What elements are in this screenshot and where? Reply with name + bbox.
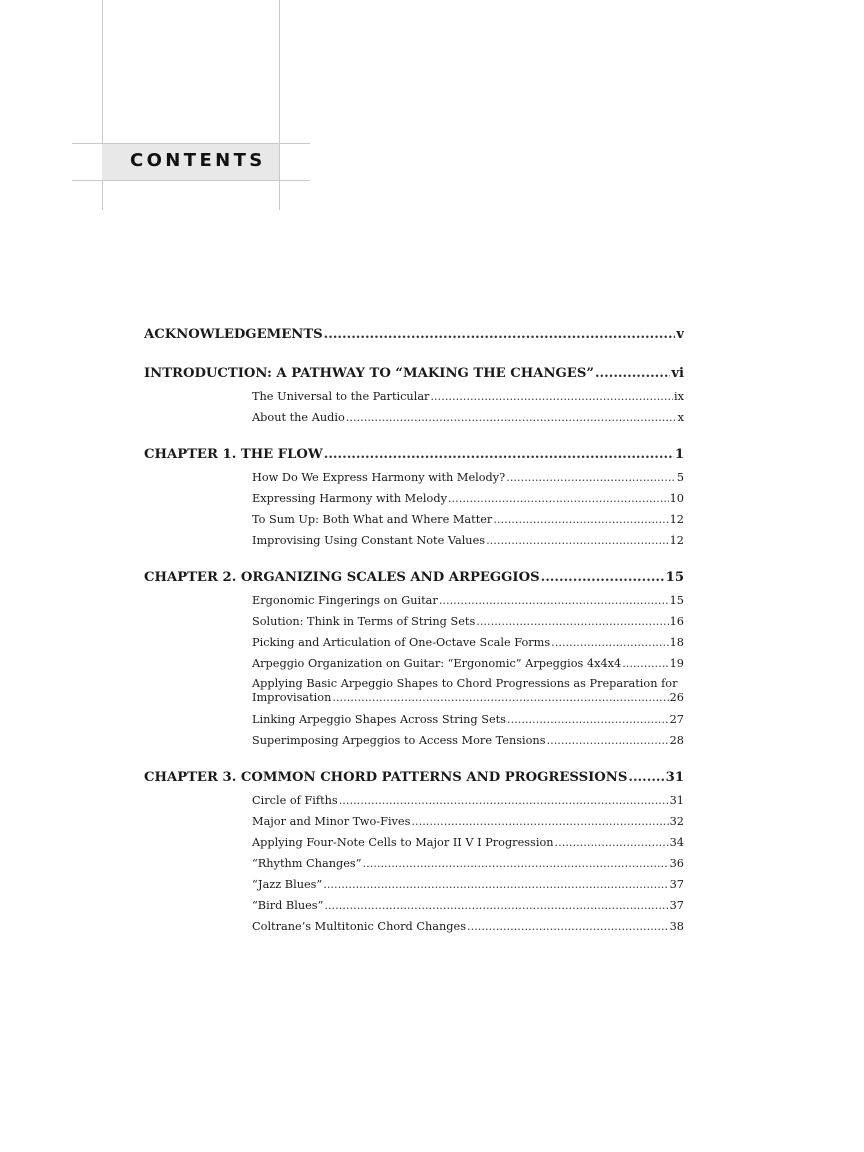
toc-subentry-page: 32: [669, 815, 684, 828]
dot-leader: [430, 386, 673, 407]
toc-subentry-title: Expressing Harmony with Melody: [252, 492, 447, 505]
toc-subentry-title: Picking and Articulation of One-Octave Scale Forms: [252, 636, 551, 649]
toc-subentry-title: To Sum Up: Both What and Where Matter: [252, 513, 493, 526]
toc-section: [144, 443, 684, 551]
dot-leader: [439, 590, 669, 611]
dot-leader: [541, 566, 665, 590]
toc-subentry-page: 31: [669, 794, 684, 807]
dot-leader: [506, 467, 676, 488]
dot-leader: [467, 916, 669, 937]
toc-subentry-page: 16: [669, 615, 684, 628]
toc-subentry[interactable]: [252, 853, 684, 874]
toc-chapter-entry[interactable]: [144, 443, 684, 467]
toc-subentry-page: 18: [669, 636, 684, 649]
toc-chapter-page: vi: [671, 366, 684, 381]
toc-subentry[interactable]: [252, 611, 684, 632]
dot-leader: [622, 653, 668, 674]
dot-leader: [346, 407, 677, 428]
toc-subentry[interactable]: [252, 653, 684, 674]
toc-chapter-page: 31: [665, 770, 684, 785]
dot-leader: [411, 811, 668, 832]
toc-subentry[interactable]: [252, 488, 684, 509]
toc-chapter-page: 15: [665, 570, 684, 585]
toc-section: [144, 362, 684, 428]
toc-subentry-page: x: [677, 411, 684, 424]
toc-subentry-page: 38: [669, 920, 684, 933]
toc-subentry-title: Linking Arpeggio Shapes Across String Sets: [252, 713, 506, 726]
dot-leader: [595, 362, 670, 386]
toc-subentry-page: 27: [669, 713, 684, 726]
toc-subentry-title: Coltrane’s Multitonic Chord Changes: [252, 920, 467, 933]
toc-subentry-page: 26: [669, 691, 684, 704]
dot-leader: [476, 611, 668, 632]
frame-line-right: [279, 0, 280, 210]
toc-chapter-entry[interactable]: [144, 766, 684, 790]
toc-subentry-title: Improvising Using Constant Note Values: [252, 534, 486, 547]
toc-subentry-page: 12: [669, 513, 684, 526]
toc-subentry-page: 5: [676, 471, 684, 484]
page-title: CONTENTS: [130, 150, 266, 171]
dot-leader: [339, 790, 669, 811]
toc-chapter-title: CHAPTER 2. ORGANIZING SCALES AND ARPEGGIOS: [144, 570, 540, 585]
toc-subentry-title: Superimposing Arpeggios to Access More Tensions: [252, 734, 546, 747]
toc-subentry[interactable]: [252, 874, 684, 895]
toc-subentry-title: Applying Four-Note Cells to Major II V I Progression: [252, 836, 554, 849]
toc-subentry[interactable]: [252, 811, 684, 832]
toc-subentry-title-line1: Applying Basic Arpeggio Shapes to Chord Progressions as Preparation for: [252, 677, 678, 690]
toc-chapter-title: INTRODUCTION: A PATHWAY TO “MAKING THE CHANGES”: [144, 366, 594, 381]
dot-leader: [332, 691, 668, 705]
dot-leader: [486, 530, 669, 551]
toc-subentry-title: Improvisation: [252, 691, 332, 704]
dot-leader: [323, 874, 668, 895]
toc-subentry[interactable]: [252, 674, 684, 709]
toc-chapter-title: CHAPTER 3. COMMON CHORD PATTERNS AND PROGRESSIONS: [144, 770, 628, 785]
toc-subentry-title: Ergonomic Fingerings on Guitar: [252, 594, 438, 607]
toc-subentry-page: 34: [669, 836, 684, 849]
toc-subentry[interactable]: [252, 386, 684, 407]
toc-subentry[interactable]: [252, 895, 684, 916]
dot-leader: [324, 895, 668, 916]
toc-subentry[interactable]: [252, 709, 684, 730]
dot-leader: [324, 323, 676, 347]
toc-section: [144, 323, 684, 347]
dot-leader: [555, 832, 669, 853]
toc-subentry-title: “Rhythm Changes”: [252, 857, 362, 870]
toc-chapter-entry[interactable]: [144, 566, 684, 590]
toc-chapter-page: v: [676, 327, 684, 342]
toc-subentry-title: “Bird Blues”: [252, 899, 324, 912]
toc-subentry-title: Solution: Think in Terms of String Sets: [252, 615, 476, 628]
toc-subentry-title: Arpeggio Organization on Guitar: “Ergonomic” Arpeggios 4x4x4: [252, 657, 622, 670]
dot-leader: [551, 632, 668, 653]
dot-leader: [628, 766, 664, 790]
toc-chapter-page: 1: [674, 447, 684, 462]
toc-subentry[interactable]: [252, 832, 684, 853]
toc-subentry-page: 19: [669, 657, 684, 670]
toc-chapter-entry[interactable]: [144, 323, 684, 347]
toc-subentry-title: Major and Minor Two-Fives: [252, 815, 411, 828]
toc-subentry-page: 37: [669, 899, 684, 912]
toc-subentry[interactable]: [252, 407, 684, 428]
toc-subentry[interactable]: [252, 916, 684, 937]
toc-subentry[interactable]: [252, 530, 684, 551]
toc-chapter-entry[interactable]: [144, 362, 684, 386]
toc-subentry[interactable]: [252, 790, 684, 811]
toc-subentry[interactable]: [252, 509, 684, 530]
toc-subentry-page: 28: [669, 734, 684, 747]
dot-leader: [507, 709, 669, 730]
toc-chapter-title: ACKNOWLEDGEMENTS: [144, 327, 323, 342]
toc-subentry[interactable]: [252, 730, 684, 751]
toc-subentry-page: 37: [669, 878, 684, 891]
toc-subentry-title: “Jazz Blues”: [252, 878, 323, 891]
toc-subentry-title: How Do We Express Harmony with Melody?: [252, 471, 506, 484]
table-of-contents: [144, 323, 684, 952]
toc-subentry-page: 36: [669, 857, 684, 870]
toc-section: [144, 566, 684, 751]
toc-subentry[interactable]: [252, 632, 684, 653]
dot-leader: [493, 509, 668, 530]
dot-leader: [362, 853, 668, 874]
toc-section: [144, 766, 684, 937]
toc-subentry-page: ix: [674, 390, 684, 403]
toc-subentry-title: The Universal to the Particular: [252, 390, 430, 403]
toc-subentry-title: Circle of Fifths: [252, 794, 338, 807]
toc-subentry[interactable]: [252, 590, 684, 611]
frame-line-bottom: [72, 180, 310, 181]
dot-leader: [324, 443, 674, 467]
toc-subentry[interactable]: [252, 467, 684, 488]
toc-subentry-page: 10: [669, 492, 684, 505]
toc-subentry-title: About the Audio: [252, 411, 345, 424]
dot-leader: [547, 730, 669, 751]
toc-chapter-title: CHAPTER 1. THE FLOW: [144, 447, 323, 462]
toc-subentry-page: 12: [669, 534, 684, 547]
toc-subentry-page: 15: [669, 594, 684, 607]
dot-leader: [448, 488, 669, 509]
